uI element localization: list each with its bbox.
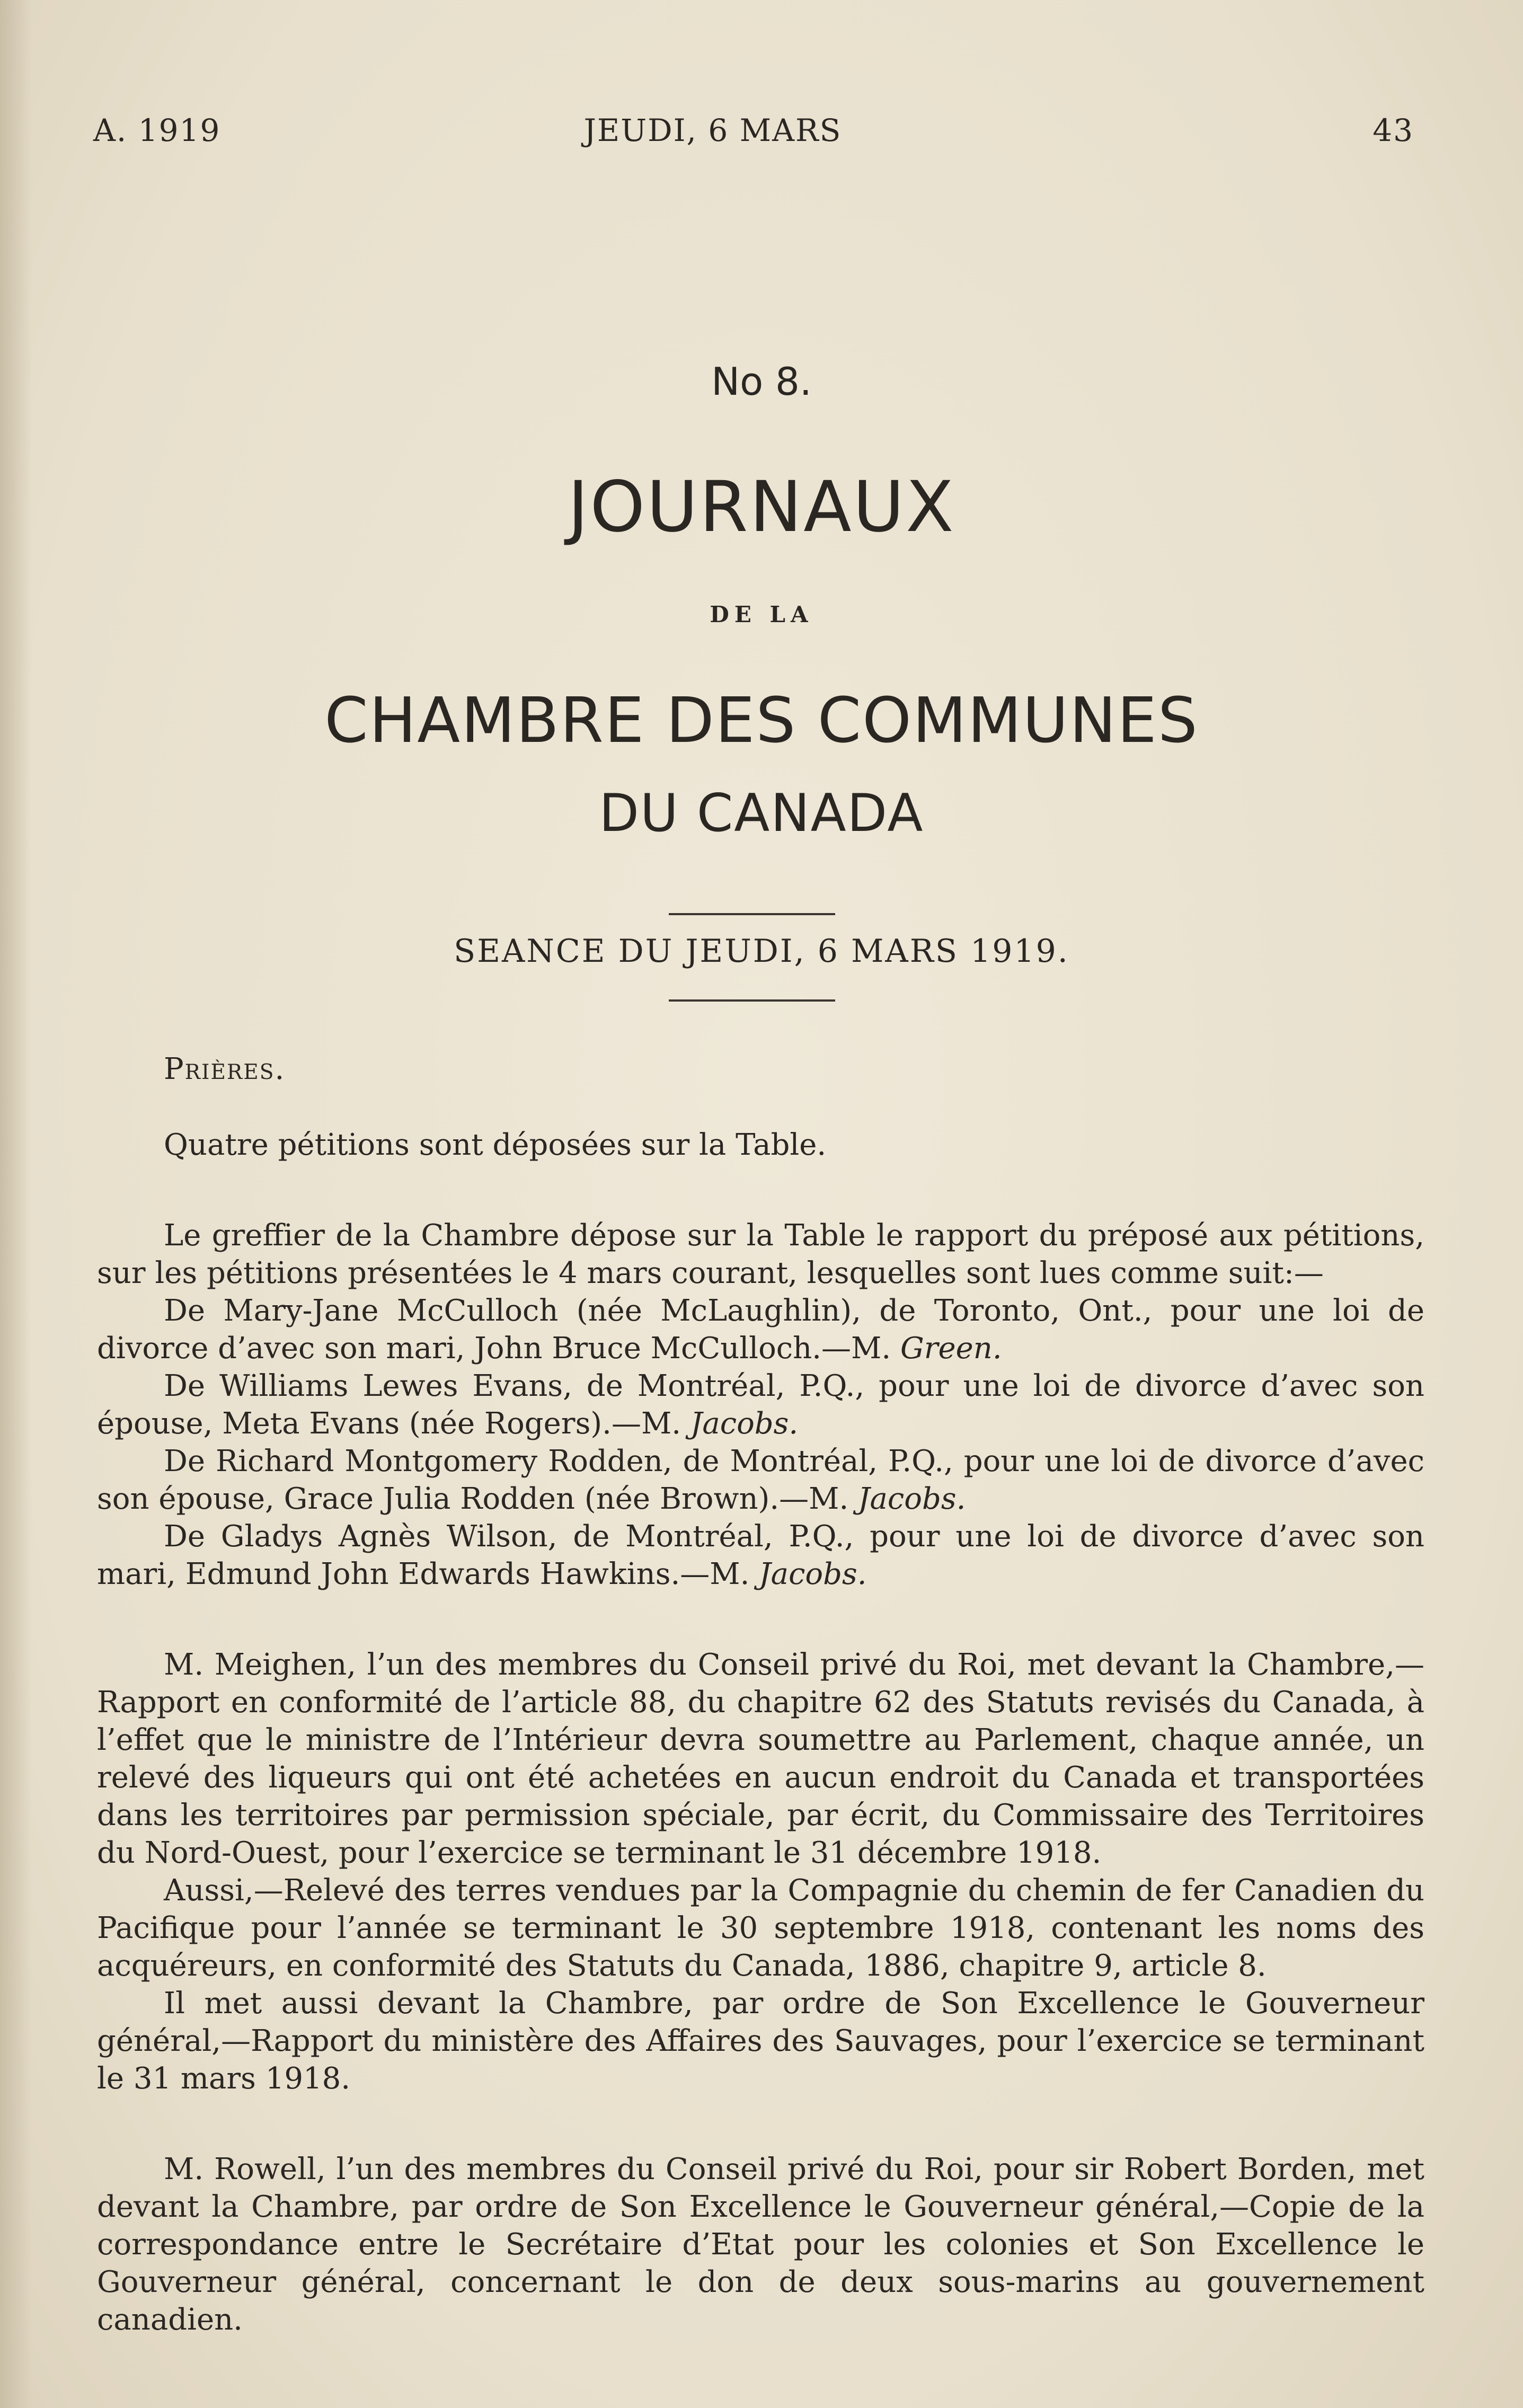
petition-text: De Richard Montgomery Rodden, de Montréal, P.Q., pour une loi de divorce d’avec son épouse, Grace Julia Rodden (née Brown).—M. [97, 1444, 1424, 1516]
divider-bottom [669, 999, 835, 1002]
rowell-paragraph: M. Rowell, l’un des membres du Conseil privé du Roi, pour sir Robert Borden, met devant la Chambre, par ordre de Son Excellence le Gouverneur général,—Copie de la correspondance entre le Secrétaire d’Etat pour les colonies et Son Excellence le Gouverneur général, concernant le don de deux sous-marins au gouvernement canadien. [97, 2152, 1424, 2337]
running-head-year: A. 1919 [93, 112, 221, 148]
il-met-paragraph: Il met aussi devant la Chambre, par ordre de Son Excellence le Gouverneur général,—Rapport du ministère des Affaires des Sauvages, pour l’exercice se terminant le 31 mars 1918. [97, 1986, 1424, 2096]
meighen-paragraph: M. Meighen, l’un des membres du Conseil privé du Roi, met devant la Chambre,—Rapport en conformité de l’article 88, du chapitre 62 des Statuts revisés du Canada, à l’effet que le ministre de l’Intérieur devra soumettre au Parlement, chaque année, un relevé des liqueurs qui ont été achetées en aucun endroit du Canada et transportées dans les territoires par permission spéciale, par écrit, du Commissaire des Territoires du Nord-Ouest, pour l’exercice se terminant le 31 décembre 1918. [97, 1648, 1424, 1870]
petition-item [97, 1367, 1424, 1442]
sitting-heading: SEANCE DU JEUDI, 6 MARS 1919. [454, 933, 1069, 970]
petition-item [97, 1518, 1424, 1593]
petition-member: Jacobs. [858, 1482, 966, 1516]
chamber-title: CHAMBRE DES COMMUNES [324, 684, 1199, 757]
aussi-paragraph: Aussi,—Relevé des terres vendues par la Compagnie du chemin de fer Canadien du Pacifique pour l’année se terminant le 30 septembre 1918, contenant les noms des acquéreurs, en conformité des Statuts du Canada, 1886, chapitre 9, article 8. [97, 1873, 1424, 1983]
petition-member: Jacobs. [690, 1406, 799, 1441]
petition-text: De Gladys Agnès Wilson, de Montréal, P.Q., pour une loi de divorce d’avec son mari, Edmund John Edwards Hawkins.—M. [97, 1519, 1424, 1591]
running-head-date: JEUDI, 6 MARS [583, 112, 842, 148]
journal-title: JOURNAUX [568, 466, 955, 548]
petition-item [97, 1292, 1424, 1367]
petition-text: De Mary-Jane McCulloch (née McLaughlin), de Toronto, Ont., pour une loi de divorce d’avec son mari, John Bruce McCulloch.—M. [97, 1294, 1424, 1366]
title-connector: DE LA [710, 601, 813, 627]
proceedings-body [97, 1050, 1424, 2339]
page-number: 43 [1373, 112, 1414, 148]
petitions-tabled: Quatre pétitions sont déposées sur la Table. [164, 1128, 827, 1162]
petition-member: Jacobs. [759, 1557, 867, 1591]
divider-top [669, 913, 835, 915]
petition-text: De Williams Lewes Evans, de Montréal, P.Q., pour une loi de divorce d’avec son épouse, Meta Evans (née Rogers).—M. [97, 1369, 1424, 1441]
clerk-report: Le greffier de la Chambre dépose sur la Table le rapport du préposé aux pétitions, sur les pétitions présentées le 4 mars courant, lesquelles sont lues comme suit:— [97, 1218, 1424, 1290]
petition-item [97, 1442, 1424, 1518]
country-title: DU CANADA [599, 783, 924, 844]
prayers-heading: Prières. [164, 1052, 286, 1086]
petition-member: Green. [900, 1331, 1002, 1366]
issue-number: No 8. [711, 359, 812, 404]
